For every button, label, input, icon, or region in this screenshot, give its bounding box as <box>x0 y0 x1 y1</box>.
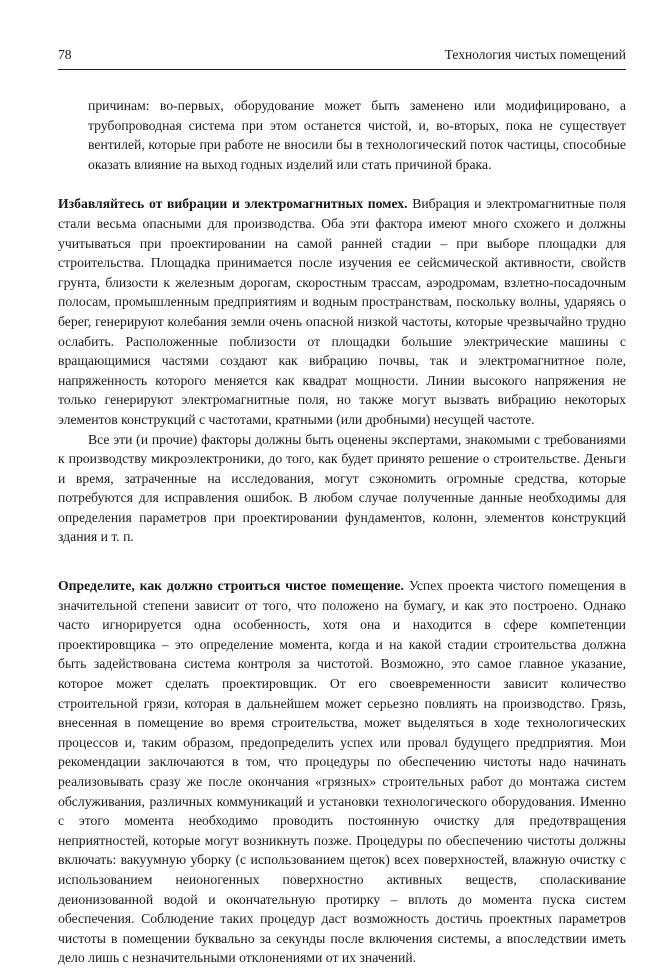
paragraph-text: Успех проекта чистого помещения в значительной степени зависит от того, что положено на бумагу, и как это построено. Однако часто игнорируется одна особенность, хотя она и находится в сфере компетенции проектировщика – это определение момента, когда и на какой стадии строительства должна быть задействована система контроля за чистотой. Возможно, это самое главное указание, которое может сделать проектировщик. От его своевременности зависит количество строительной грязи, которая в дальнейшем может серьезно повлиять на производство. Грязь, внесенная в помещение во время строительства, может выделяться в ходе технологических процессов и, таким образом, предопределить успех или провал будущего предприятия. Мои рекомендации заключаются в том, что процедуры по обеспечению чистоты надо начинать реализовывать сразу же после окончания «грязных» строительных работ до монтажа систем обслуживания, различных коммуникаций и установки технологического оборудования. Именно с этого момента необходимо проводить постоянную очистку для предотвращения неприятностей, которые могут возникнуть позже. Процедуры по обеспечению чистоты должны включать: вакуумную уборку (с использованием щеток) всех поверхностей, влажную очистку с использованием неионогенных поверхностно активных веществ, споласкивание деионизованной водой и окончательную протирку – вплоть до момента пуска систем обеспечения. Соблюдение таких процедур даст возможность достичь проектных параметров чистоты в помещении буквально за секунды после включения системы, а впоследствии иметь дело лишь с незначительными отклонениями от их значений. <box>58 578 626 966</box>
paragraph-vibration <box>58 194 626 429</box>
paragraph-lead: Определите, как должно строиться чистое помещение. <box>58 578 404 594</box>
paragraph-text: Вибрация и электромагнитные поля стали весьма опасными для производства. Оба эти фактора имеют много схожего и должны учитываться при проектировании на самой ранней стадии – при выборе площадки для строительства. Площадка принимается после изучения ее сейсмической активности, свойств грунта, близости к железным дорогам, скоростным трассам, аэродромам, взлетно-посадочным полосам, промышленным предприятиям и водным пространствам, поскольку волны, ударяясь о берег, генерируют колебания земли очень опасной низкой частоты, которые чрезвычайно трудно ослабить. Расположенные поблизости от площадки большие электрические машины с вращающимися частями создают как вибрацию почвы, так и электромагнитное поле, напряженность которого меняется как квадрат мощности. Линии высокого напряжения не только генерируют электромагнитные поля, но также могут вызвать вибрацию некоторых элементов конструкций с частотами, кратными (или дробными) несущей частоте. <box>58 196 626 427</box>
page-number: 78 <box>58 47 72 62</box>
paragraph-text: Все эти (и прочие) факторы должны быть оценены экспертами, знакомыми с требованиями к производству микроэлектроники, до того, как будет принято решение о строительстве. Деньги и время, затраченные на исследования, могут сэкономить огромные средства, которые потребуются для исправления ошибок. В любом случае полученные данные необходимы для определения параметров при проектировании фундаментов, колонн, элементов конструкций здания и т. п. <box>58 431 626 545</box>
paragraph-continuation <box>88 96 626 174</box>
page-header <box>58 47 626 67</box>
header-rule <box>58 69 626 70</box>
paragraph-construction <box>58 576 626 968</box>
running-title: Технология чистых помещений <box>444 47 626 62</box>
paragraph-lead: Избавляйтесь от вибрации и электромагнитных помех. <box>58 196 408 212</box>
paragraph-text: причинам: во-первых, оборудование может быть заменено или модифицировано, а трубопроводная система при этом останется чистой, и, во-вторых, пока не существует вентилей, которые при работе не вносили бы в технологический поток частицы, способные оказать влияние на выход годных изделий или стать причиной брака. <box>88 98 626 172</box>
page-body <box>58 96 626 968</box>
paragraph-experts <box>58 430 626 548</box>
